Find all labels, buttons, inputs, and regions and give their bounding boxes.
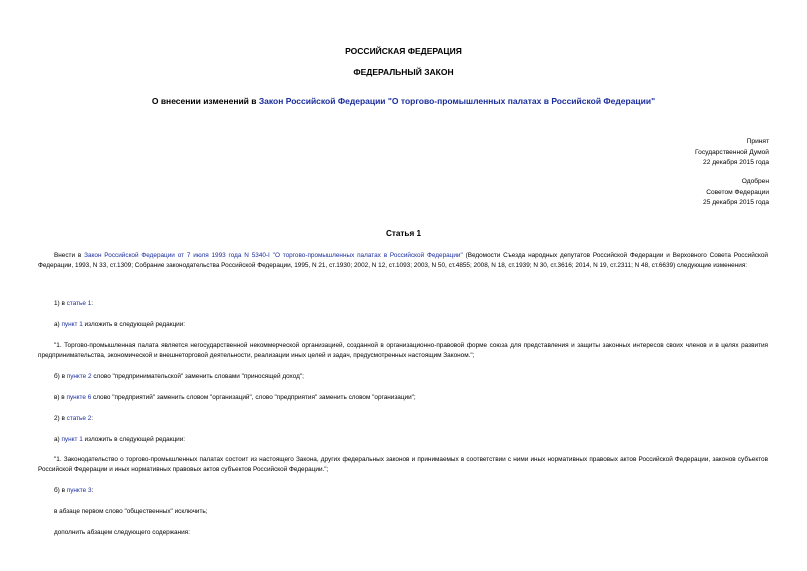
paragraph-text: 1) в <box>54 300 67 307</box>
paragraph-item-1b <box>38 372 768 382</box>
law-reference-link[interactable]: Закон Российской Федерации от 7 июля 1993 года N 5340-I "О торгово-промышленных палатах в Российской Федерации" <box>84 252 463 259</box>
paragraph-intro <box>38 251 768 272</box>
adoption-line-2: Государственной Думой <box>695 148 769 156</box>
paragraph-add-sub: дополнить абзацем следующего содержания: <box>54 529 190 536</box>
paragraph-text: б) в <box>54 373 67 380</box>
approval-date: 25 декабря 2015 года <box>703 199 769 207</box>
paragraph-text: слово "предприятий" заменить словом "организаций", слово "предприятия" заменить словом "организации"; <box>91 394 416 401</box>
adoption-date: 22 декабря 2015 года <box>703 159 769 167</box>
paragraph-text: изложить в следующей редакции: <box>82 321 186 328</box>
paragraph-quote-2: "1. Законодательство о торгово-промышленных палатах состоит из настоящего Закона, других федеральных законов и принимаемых в соответствии с ними иных нормативных правовых актов Российской Федерации, законов субъектов Российской Федерации и иных нормативных правовых актов субъектов Российской Федерации."; <box>38 456 768 474</box>
approval-line-2: Советом Федерации <box>706 188 769 196</box>
paragraph-text: в) в <box>54 394 67 401</box>
adoption-line-1: Принят <box>746 138 769 145</box>
paragraph-text: изложить в следующей редакции: <box>82 436 186 443</box>
paragraph-text: а) <box>54 321 62 328</box>
paragraph-item-1c <box>38 393 768 403</box>
approval-block <box>703 177 769 209</box>
law-title-link[interactable]: Закон Российской Федерации "О торгово-промышленных палатах в Российской Федерации" <box>258 96 656 106</box>
point-3-link[interactable]: пункте 3 <box>66 487 92 494</box>
country-heading: РОССИЙСКАЯ ФЕДЕРАЦИЯ <box>345 46 462 56</box>
paragraph-text: б) в <box>54 487 67 494</box>
paragraph-text: (Ведомости Съезда народных депутатов Российской Федерации и Верховного Совета Российской Федерации, 1993, N 33, ст.1309; Собрание законодательства Российской Федерации, 1995, N 21, ст.1930; 2002, N 12, ст.1093; 2003, N 50, ст.4855; 2008, N 18, ст.1939; N 30, ст.3616; 2014, N 19, ст.2311; N 48, ст.6639) следующие изменения: <box>38 252 768 270</box>
paragraph-text: : <box>91 487 94 494</box>
article-2-link[interactable]: статье 2 <box>66 415 92 422</box>
paragraph-text: слово "предпринимательской" заменить словами "приносящей доход"; <box>91 373 304 380</box>
law-title <box>0 96 807 106</box>
paragraph-text: 2) в <box>54 415 67 422</box>
point-6-link[interactable]: пункте 6 <box>66 394 92 401</box>
paragraph-text: : <box>91 415 94 422</box>
paragraph-text: : <box>91 300 94 307</box>
adoption-block <box>695 137 769 169</box>
point-1-link[interactable]: пункт 1 <box>61 321 83 328</box>
article-title: Статья 1 <box>385 229 422 238</box>
paragraph-item-1 <box>38 299 768 309</box>
paragraph-item-1a <box>38 320 768 330</box>
paragraph-text: а) <box>54 436 62 443</box>
point-2-link[interactable]: пункте 2 <box>66 373 92 380</box>
paragraph-first-sub: в абзаце первом слово "общественных" исключить; <box>54 508 208 515</box>
approval-line-1: Одобрен <box>741 178 769 185</box>
paragraph-item-2a <box>38 435 768 445</box>
law-type-heading: ФЕДЕРАЛЬНЫЙ ЗАКОН <box>353 67 454 77</box>
article-1-link[interactable]: статье 1 <box>66 300 92 307</box>
paragraph-item-2b <box>38 486 768 496</box>
paragraph-item-2 <box>38 414 768 424</box>
paragraph-quote-1: "1. Торгово-промышленная палата является негосударственной некоммерческой организацией, созданной в организационно-правовой форме союза для представления и защиты законных интересов своих членов и в целях развития предпринимательства, экономической и внешнеторговой деятельности, реализации иных целей и задач, предусмотренных настоящим Законом."; <box>38 342 768 360</box>
paragraph-text: Внести в <box>54 252 85 259</box>
law-title-prefix: О внесении изменений в <box>151 96 259 106</box>
point-1-link[interactable]: пункт 1 <box>61 436 83 443</box>
